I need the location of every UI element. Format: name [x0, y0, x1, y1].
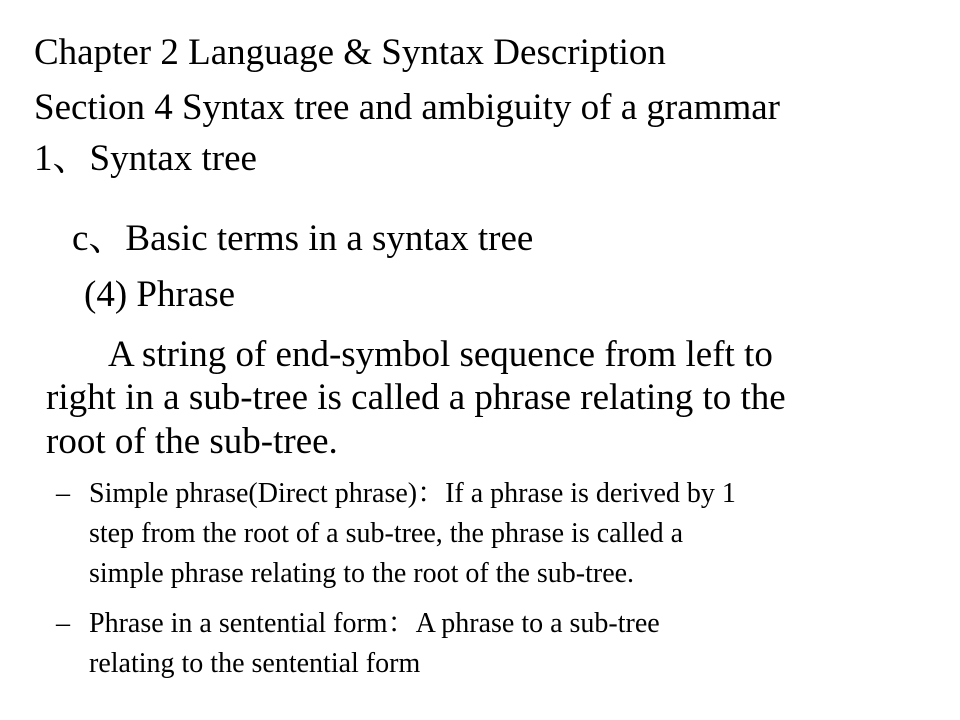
definition-line: root of the sub-tree.	[46, 421, 338, 462]
bullet-line: Phrase in a sentential form：A phrase to a sub-tree	[89, 608, 660, 639]
chapter-title: Chapter 2 Language & Syntax Description	[34, 32, 666, 73]
bullet-dash: –	[56, 608, 70, 639]
bullet-line: simple phrase relating to the root of the sub-tree.	[89, 558, 635, 589]
definition-line: A string of end-symbol sequence from left to	[108, 334, 773, 375]
bullet-line: step from the root of a sub-tree, the phrase is called a	[89, 518, 684, 549]
term-heading: (4) Phrase	[84, 274, 236, 315]
definition-line: right in a sub-tree is called a phrase relating to the	[46, 377, 786, 418]
subsection-title: 1、Syntax tree	[34, 138, 257, 179]
bullet-line: Simple phrase(Direct phrase)：If a phrase is derived by 1	[89, 478, 736, 509]
section-title: Section 4 Syntax tree and ambiguity of a grammar	[34, 87, 780, 128]
bullet-line: relating to the sentential form	[89, 648, 421, 679]
bullet-dash: –	[56, 478, 70, 509]
topic-heading: c、Basic terms in a syntax tree	[72, 218, 534, 259]
